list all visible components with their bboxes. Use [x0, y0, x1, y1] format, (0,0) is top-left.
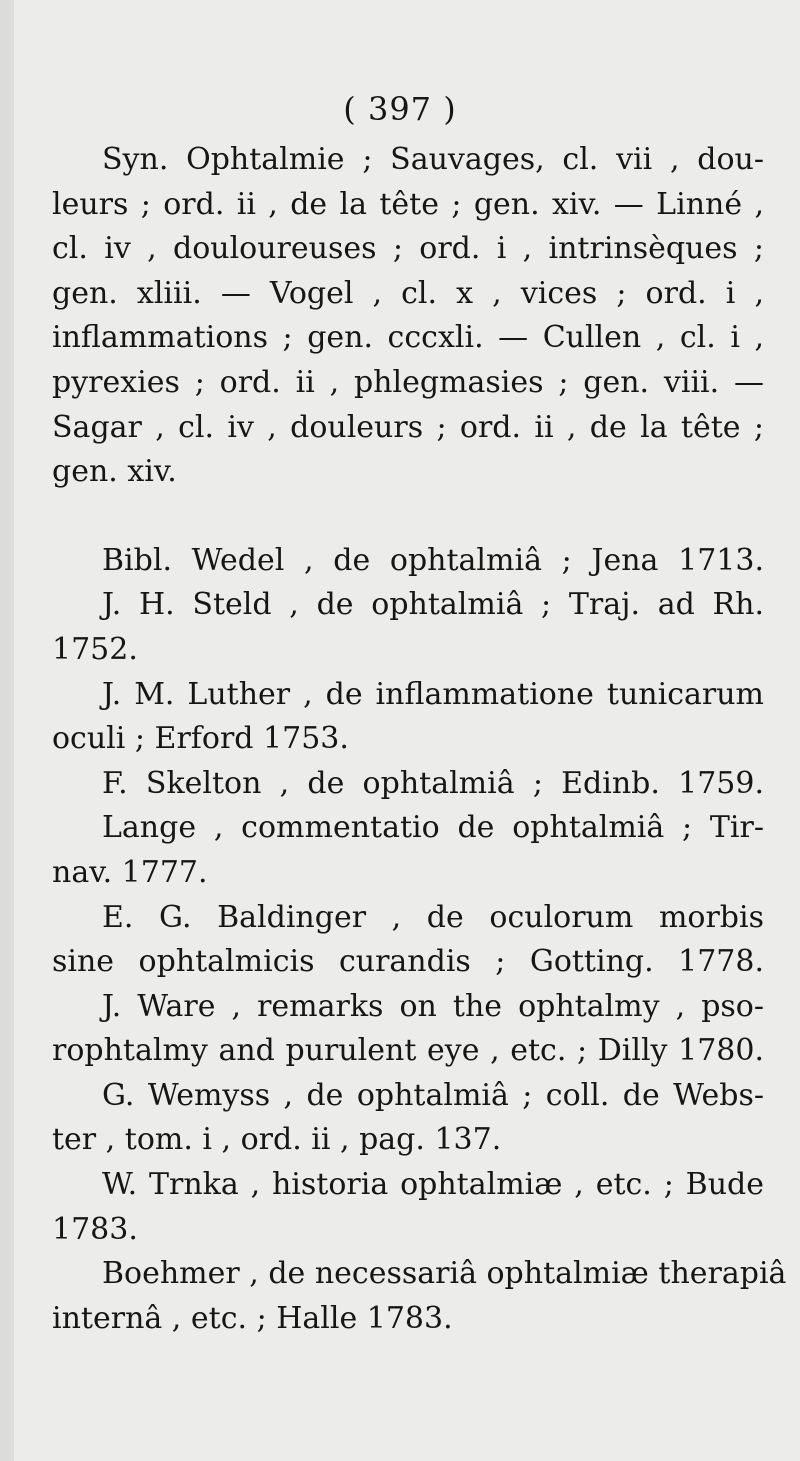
bibliography-line: F. Skelton , de ophtalmiâ ; Edinb. 1759. — [102, 765, 764, 801]
bibliography-line: 1783. — [52, 1211, 138, 1247]
bibliography-line: 1752. — [52, 631, 138, 667]
bibliography-line: Boehmer , de necessariâ ophtalmiæ therapiâ — [102, 1256, 787, 1292]
bibliography-line: Lange , commentatio de ophtalmiâ ; Tir- — [102, 810, 764, 846]
bibliography-line: J. M. Luther , de inflammatione tunicarum — [102, 676, 764, 712]
bibliography-line: J. Ware , remarks on the ophtalmy , pso- — [102, 988, 764, 1024]
bibliography-line: sine ophtalmicis curandis ; Gotting. 1778. — [52, 944, 764, 980]
bibliography-line: J. H. Steld , de ophtalmiâ ; Traj. ad Rh. — [102, 587, 764, 623]
bibliography-line: oculi ; Erford 1753. — [52, 721, 349, 757]
bibliography-list — [52, 539, 787, 1342]
text-line: leurs ; ord. ii , de la tête ; gen. xiv. — Linné , — [52, 186, 764, 222]
bibliography-line: internâ , etc. ; Halle 1783. — [52, 1300, 453, 1336]
bibliography-line: ter , tom. i , ord. ii , pag. 137. — [52, 1122, 502, 1158]
page-body — [52, 138, 787, 1341]
text-line: inflammations ; gen. cccxli. — Cullen , cl. i , — [52, 320, 764, 356]
text-line: Syn. Ophtalmie ; Sauvages, cl. vii , dou- — [102, 142, 764, 177]
text-line: gen. xiv. — [52, 454, 177, 490]
bibliography-line: Bibl. Wedel , de ophtalmiâ ; Jena 1713. — [102, 542, 764, 578]
text-line: pyrexies ; ord. ii , phlegmasies ; gen. viii. — — [52, 364, 764, 400]
bibliography-line: rophtalmy and purulent eye , etc. ; Dilly 1780. — [52, 1033, 764, 1069]
bibliography-line: G. Wemyss , de ophtalmiâ ; coll. de Webs- — [102, 1077, 764, 1113]
synonymy-paragraph — [52, 138, 764, 495]
bibliography-line: W. Trnka , historia ophtalmiæ , etc. ; Bude — [102, 1167, 764, 1203]
bibliography-line: nav. 1777. — [52, 854, 208, 890]
paragraph-gap — [52, 495, 764, 539]
bibliography-line: E. G. Baldinger , de oculorum morbis — [102, 899, 764, 935]
text-line: gen. xliii. — Vogel , cl. x , vices ; ord. i , — [52, 275, 764, 311]
page-number: ( 397 ) — [343, 90, 457, 128]
text-line: cl. iv , douloureuses ; ord. i , intrinsèques ; — [52, 231, 764, 267]
text-line: Sagar , cl. iv , douleurs ; ord. ii , de la tête ; — [52, 409, 764, 445]
